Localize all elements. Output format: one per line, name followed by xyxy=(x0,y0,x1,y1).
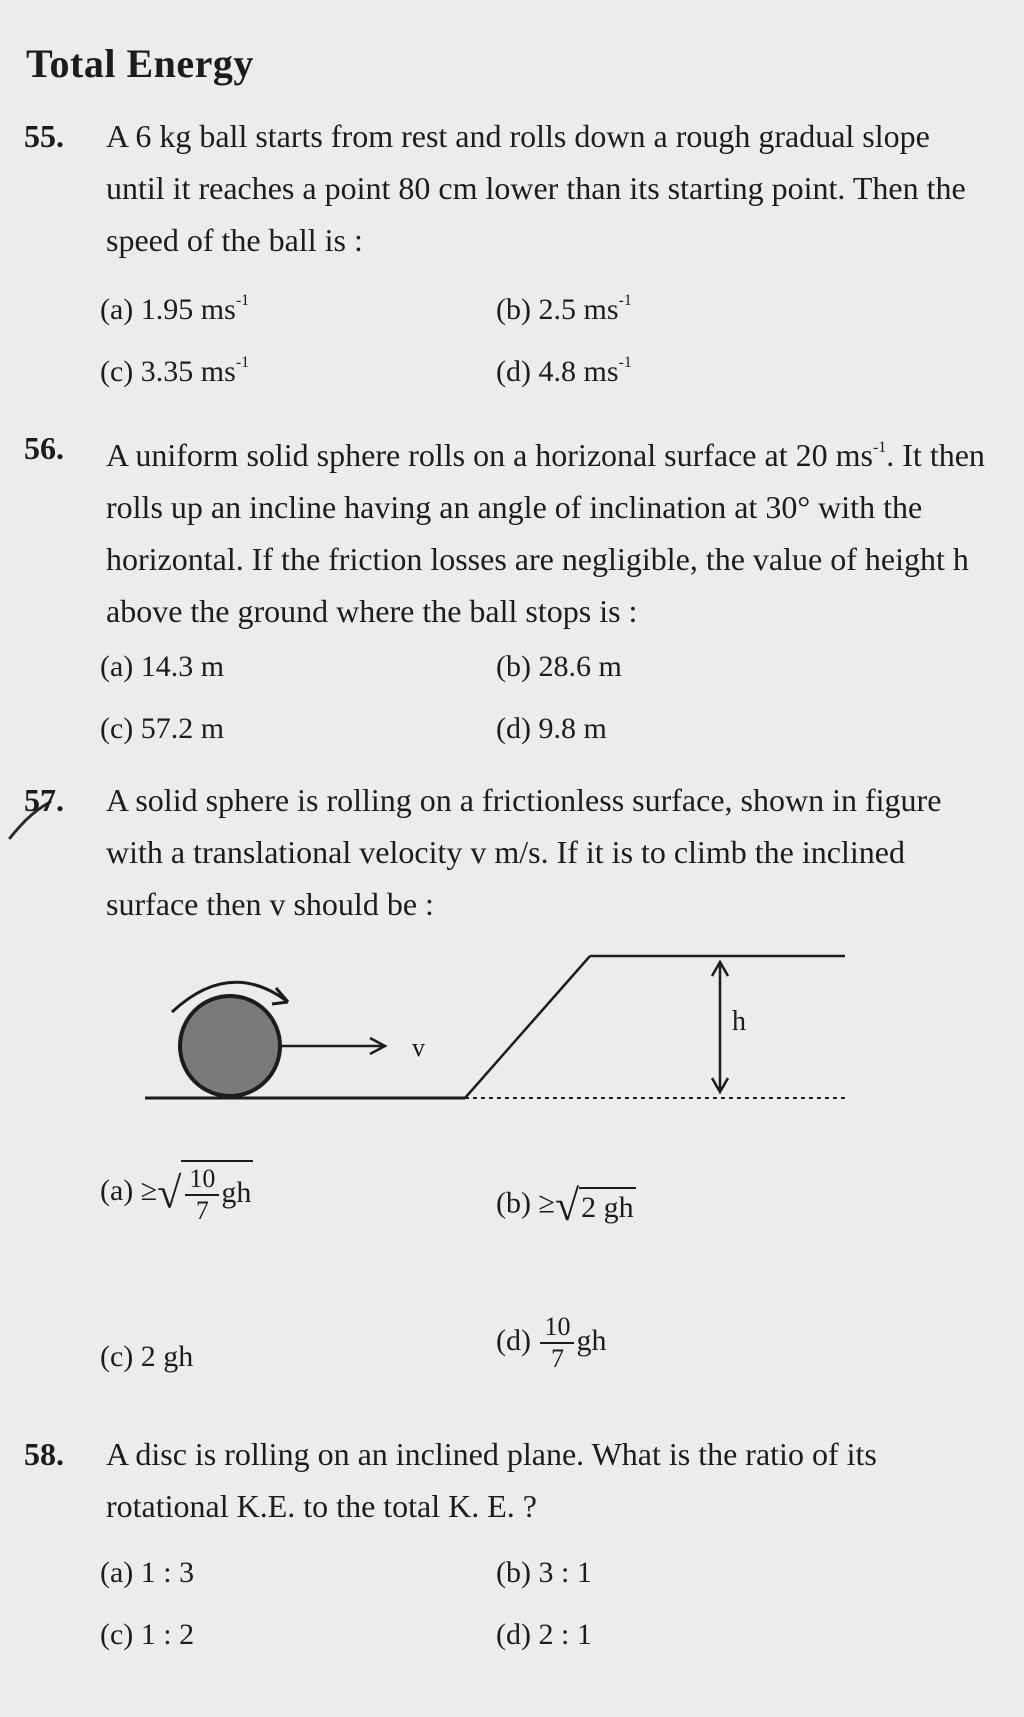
q58-option-c: (c) 1 : 2 xyxy=(100,1618,195,1651)
question-57-number: 57. xyxy=(24,782,64,818)
question-55-text: A 6 kg ball starts from rest and rolls down a rough gradual slope until it reaches a point 80 cm lower than its starting point. Then the speed of the ball is : xyxy=(106,118,966,258)
velocity-label: v xyxy=(412,1033,425,1062)
q55-option-d: (d) 4.8 $ms^{-1}$ xyxy=(496,354,632,388)
question-55-number: 55. xyxy=(24,118,64,154)
q56-option-d: (d) 9.8 m xyxy=(496,712,607,745)
question-57-text: A solid sphere is rolling on a frictionless surface, shown in figure with a translational velocity v m/s. If it is to climb the inclined surface then v should be : xyxy=(106,782,942,922)
incline-line xyxy=(465,956,590,1098)
height-label: h xyxy=(732,1006,746,1037)
q58-option-b: (b) 3 : 1 xyxy=(496,1556,592,1589)
solid-sphere xyxy=(180,996,280,1096)
fraction: $\frac{10}{7}$ xyxy=(540,1312,574,1374)
q56-option-c: (c) 57.2 m xyxy=(100,712,225,745)
q55-option-c: (c) 3.35 $ms^{-1}$ xyxy=(100,354,250,388)
q56-option-a: (a) 14.3 m xyxy=(100,650,225,683)
q56-option-b: (b) 28.6 m xyxy=(496,650,622,683)
square-root: √ $\frac{10}{7}$ gh xyxy=(157,1160,253,1226)
q57-option-d: (d) $\frac{10}{7}$ gh xyxy=(496,1312,607,1373)
q57-option-a: (a) ≥√ $\frac{10}{7}$ gh xyxy=(100,1160,253,1226)
question-58-number: 58. xyxy=(24,1436,64,1472)
question-56-text: A uniform solid sphere rolls on a horizonal surface at 20 $ms^{-1}$. It then rolls up an incline having an angle of inclination at 30° with the horizontal. If the friction losses are negligible, the value of height h above the ground where the ball stops is : xyxy=(106,437,985,629)
question-56-number: 56. xyxy=(24,430,64,466)
rolling-sphere-incline-figure xyxy=(130,940,860,1110)
q57-option-c: (c) 2 gh xyxy=(100,1340,194,1373)
q55-option-a: (a) 1.95 $ms^{-1}$ xyxy=(100,292,250,326)
q58-option-a: (a) 1 : 3 xyxy=(100,1556,195,1589)
section-title: Total Energy xyxy=(26,41,254,86)
fraction: $\frac{10}{7}$ xyxy=(185,1164,219,1226)
square-root: √2 gh xyxy=(554,1181,634,1230)
q58-option-d: (d) 2 : 1 xyxy=(496,1618,592,1651)
q57-option-b: (b) ≥√2 gh xyxy=(496,1181,634,1230)
question-58-text: A disc is rolling on an inclined plane. What is the ratio of its rotational K.E. to the total K. E. ? xyxy=(106,1436,877,1524)
q55-option-b: (b) 2.5 $ms^{-1}$ xyxy=(496,292,632,326)
